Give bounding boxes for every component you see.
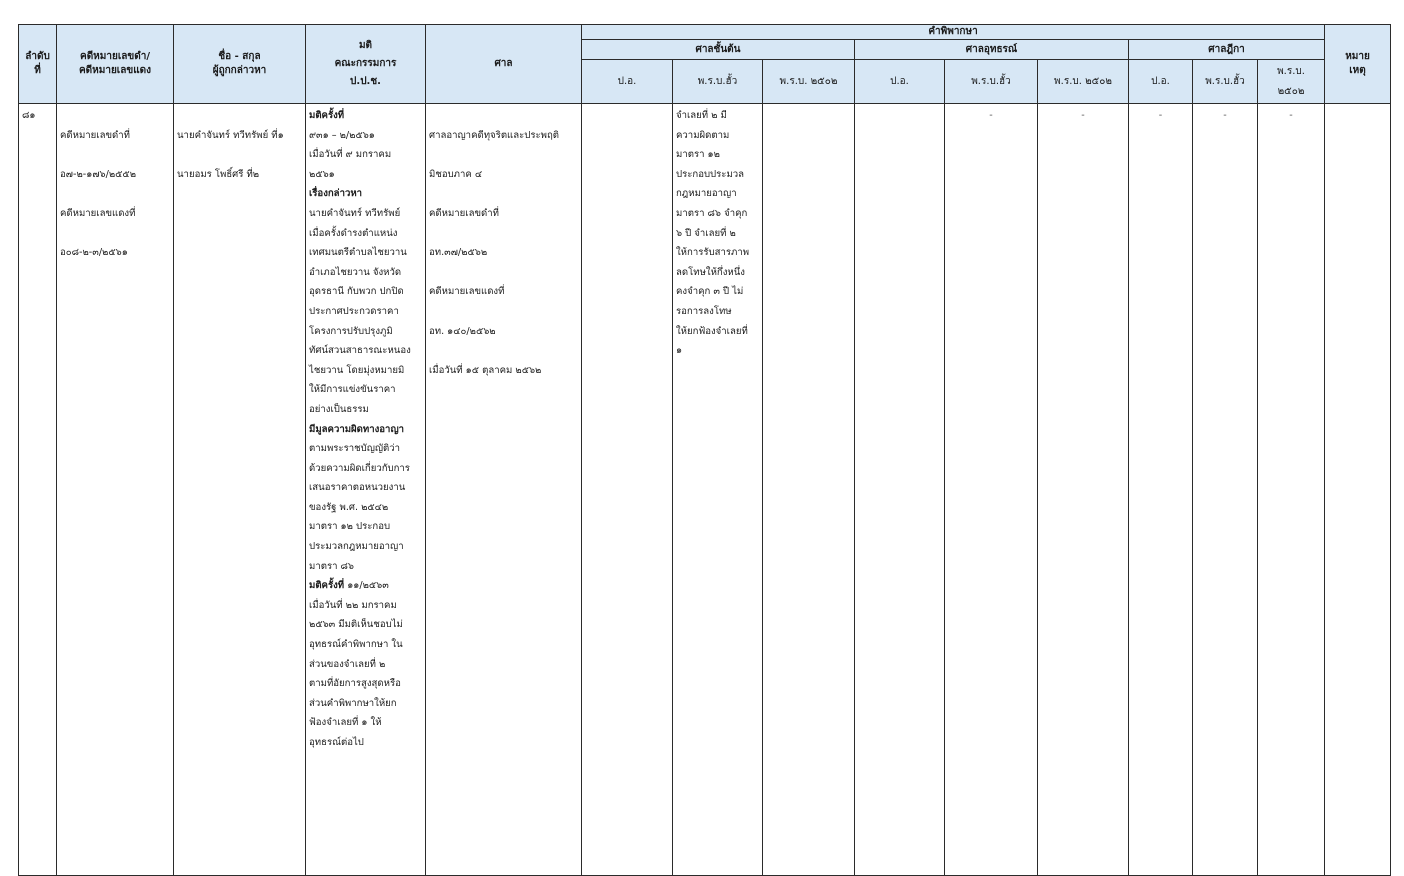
header-remark: หมาย เหตุ	[1325, 25, 1391, 104]
header-ap-act-2502: พ.ร.บ. ๒๕๐๒	[1038, 60, 1129, 104]
resolution-line: อุทธรณ์ต่อไป	[309, 737, 364, 748]
cell-no: ๘๑	[19, 104, 57, 876]
header-ap-bid-collusion-act: พ.ร.บ.ฮั้ว	[945, 60, 1038, 104]
cell-remark	[1325, 104, 1391, 876]
resolution-line: ๒๕๖๓ มีมติเห็นชอบไม่	[309, 619, 403, 631]
resolution-line: โครงการปรับปรุงภูมิ	[309, 325, 393, 337]
resolution-line: อำเภอไชยวาน จังหวัด	[309, 266, 402, 278]
cell-su-bid-collusion-act: -	[1193, 104, 1258, 876]
resolution-line: ตามที่อัยการสูงสุดหรือ	[309, 678, 401, 690]
cell-case-number: คดีหมายเลขดำที่ อ๗-๒-๑๗๖/๒๕๕๒ คดีหมายเลขแดงที่ อ๐๘-๒-๓/๒๕๖๑	[57, 104, 174, 876]
first-instance-judgment-line: ประกอบประมวล	[676, 168, 745, 180]
resolution-line: มติครั้งที่	[309, 110, 345, 121]
header-judgment: คำพิพากษา	[582, 25, 1325, 40]
header-fi-bid-collusion-act: พ.ร.บ.ฮั้ว	[673, 60, 763, 104]
cell-fi-penal-code	[582, 104, 673, 876]
cell-ap-bid-collusion-act: -	[945, 104, 1038, 876]
resolution-line: นายคำจันทร์ ทวีทรัพย์	[309, 207, 401, 219]
resolution-line: มาตรา ๑๒ ประกอบ	[309, 521, 391, 533]
resolution-line: อุดรธานี กับพวก ปกปิด	[309, 286, 404, 298]
header-su-act-2502: พ.ร.บ. ๒๕๐๒	[1258, 60, 1325, 104]
header-fi-penal-code: ป.อ.	[582, 60, 673, 104]
resolution-line: เมื่อครั้งดำรงตำแหน่ง	[309, 227, 398, 239]
first-instance-judgment-line: รอการลงโทษ	[676, 305, 732, 317]
resolution-line: เมื่อวันที่ ๒๒ มกราคม	[309, 599, 397, 611]
resolution-line: ฟ้องจำเลยที่ ๑ ให้	[309, 717, 382, 729]
first-instance-judgment-line: ความผิดตาม	[676, 129, 730, 141]
header-su-penal-code: ป.อ.	[1129, 60, 1193, 104]
first-instance-judgment-line: ลดโทษให้กึ่งหนึ่ง	[676, 266, 745, 278]
first-instance-judgment-line: คงจำคุก ๓ ปี ไม่	[676, 286, 744, 298]
resolution-line: เรื่องกล่าวหา	[309, 188, 363, 200]
first-instance-judgment-line: ๖ ปี จำเลยที่ ๒	[676, 227, 736, 239]
first-instance-judgment-line: มาตรา ๘๖ จำคุก	[676, 207, 748, 219]
judgment-table-sheet	[18, 24, 1390, 876]
table-row	[19, 104, 1391, 876]
header-case-number: คดีหมายเลขดำ/ คดีหมายเลขแดง	[57, 25, 174, 104]
first-instance-judgment-line: มาตรา ๑๒	[676, 149, 720, 161]
cell-ap-penal-code	[855, 104, 945, 876]
resolution-line: ให้มีการแข่งขันราคา	[309, 384, 396, 396]
resolution-line	[309, 576, 422, 596]
header-su-bid-collusion-act: พ.ร.บ.ฮั้ว	[1193, 60, 1258, 104]
header-fi-act-2502: พ.ร.บ. ๒๕๐๒	[763, 60, 855, 104]
header-appeal-court: ศาลอุทธรณ์	[855, 40, 1129, 60]
resolution-line: เทศมนตรีตำบลไชยวาน	[309, 247, 407, 259]
resolution-line: อุทธรณ์คำพิพากษา ใน	[309, 639, 403, 651]
first-instance-judgment-line: ให้ยกฟ้องจำเลยที่	[676, 325, 748, 337]
cell-nacc-resolution	[306, 104, 426, 876]
resolution-line: ๙๓๑ – ๒/๒๕๖๑	[309, 129, 375, 141]
resolution-line: ๒๕๖๑	[309, 168, 335, 180]
resolution-line: ตามพระราชบัญญัติว่า	[309, 443, 401, 455]
resolution-line: มาตรา ๘๖	[309, 560, 355, 572]
cell-accused-name: นายคำจันทร์ ทวีทรัพย์ ที่๑ นายอมร โพธิ์ศรี ที่๒	[174, 104, 306, 876]
resolution-line: อย่างเป็นธรรม	[309, 403, 369, 415]
header-supreme-court: ศาลฎีกา	[1129, 40, 1325, 60]
cell-court: ศาลอาญาคดีทุจริตและประพฤติ มิชอบภาค ๔ คดีหมายเลขดำที่ อท.๓๗/๒๕๖๒ คดีหมายเลขแดงที่ อท. ๑๔๐/๒๕๖๒ เมื่อวันที่ ๑๕ ตุลาคม ๒๕๖๒	[426, 104, 582, 876]
header-ap-penal-code: ป.อ.	[855, 60, 945, 104]
first-instance-judgment-line: จำเลยที่ ๒ มี	[676, 110, 727, 121]
cell-su-penal-code: -	[1129, 104, 1193, 876]
cell-su-act-2502: -	[1258, 104, 1325, 876]
resolution-line: ทัศน์สวนสาธารณะหนอง	[309, 345, 411, 357]
cell-fi-act-2502	[763, 104, 855, 876]
first-instance-judgment-line: ๑	[676, 345, 683, 357]
cell-fi-bid-collusion-act	[673, 104, 763, 876]
header-no: ลำดับ ที่	[19, 25, 57, 104]
resolution-line-bold: มติครั้งที่	[309, 580, 345, 592]
resolution-line: มีมูลความผิดทางอาญา	[309, 423, 405, 435]
resolution-line: ประกาศประกวดราคา	[309, 305, 399, 317]
resolution-line: ส่วนคำพิพากษาให้ยก	[309, 697, 397, 709]
header-nacc-resolution: มติ คณะกรรมการ ป.ป.ช.	[306, 25, 426, 104]
cell-ap-act-2502: -	[1038, 104, 1129, 876]
header-accused-name: ชื่อ - สกุล ผู้ถูกกล่าวหา	[174, 25, 306, 104]
resolution-line: ไชยวาน โดยมุ่งหมายมิ	[309, 364, 405, 376]
resolution-line-rest: ๑๑/๒๕๖๓	[344, 580, 389, 592]
header-court: ศาล	[426, 25, 582, 104]
resolution-line: เสนอราคาตอหนวยงาน	[309, 482, 406, 494]
header-first-instance-court: ศาลชั้นต้น	[582, 40, 855, 60]
resolution-line: ของรัฐ พ.ศ. ๒๕๔๒	[309, 501, 389, 513]
judgment-table	[18, 24, 1391, 876]
resolution-line: ส่วนของจำเลยที่ ๒	[309, 658, 386, 670]
first-instance-judgment-line: ให้การรับสารภาพ	[676, 247, 750, 259]
resolution-line: เมื่อวันที่ ๙ มกราคม	[309, 149, 392, 161]
resolution-line: ด้วยความผิดเกี่ยวกับการ	[309, 462, 410, 474]
first-instance-judgment-line: กฎหมายอาญา	[676, 188, 737, 200]
resolution-line: ประมวลกฎหมายอาญา	[309, 541, 404, 553]
